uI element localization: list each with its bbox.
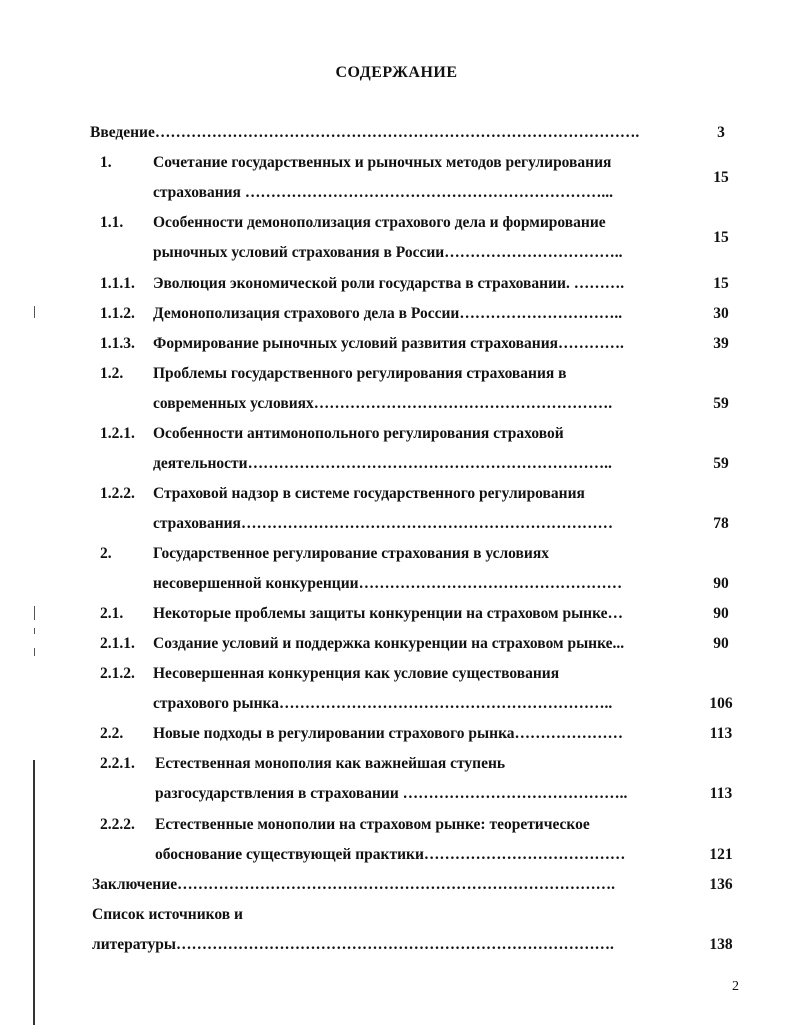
toc-entry-text: Новые подходы в регулировании страхового рынка………………… [153, 725, 624, 742]
toc-entry-number: 2. [100, 545, 112, 562]
toc-page-number: 90 [713, 635, 729, 652]
scan-artifact [34, 606, 35, 620]
toc-entry-text-continued: рыночных условий страхования в России…………………………….. [153, 244, 623, 261]
page-number-footer: 2 [732, 979, 739, 994]
toc-entry-text: Государственное регулирование страхования в условиях [153, 545, 549, 562]
toc-page-number: 136 [709, 876, 733, 893]
toc-entry-number: 1.1.2. [100, 305, 135, 322]
toc-entry-text: Несовершенная конкуренция как условие существования [153, 665, 560, 682]
toc-entry-number: 1.1.3. [100, 335, 135, 352]
toc-page-number: 15 [713, 275, 729, 292]
toc-entry-number: 2.1.2. [100, 665, 135, 682]
toc-entry-text-continued: обоснование существующей практики………………………………… [155, 846, 626, 863]
toc-entry-text: Некоторые проблемы защиты конкуренции на страховом рынке… [153, 605, 624, 622]
toc-page-number: 113 [709, 785, 733, 802]
toc-entry-text: Создание условий и поддержка конкуренции на страховом рынке... [153, 635, 625, 652]
toc-entry-text-continued: современных условиях…………………………………………………. [153, 395, 613, 412]
toc-entry-text: Естественные монополии на страховом рынке: теоретическое [155, 816, 590, 833]
toc-entry-number: 2.1. [100, 605, 124, 622]
scan-artifact [34, 306, 35, 318]
toc-page-number: 15 [713, 229, 729, 246]
toc-entry-number: 2.2.2. [100, 816, 135, 833]
toc-entry-text-continued: литературы…………………………………………………………………………. [92, 936, 614, 953]
toc-entry-text-continued: разгосударствления в страховании …………………………………….. [155, 785, 628, 802]
toc-page-number: 3 [717, 124, 725, 141]
toc-entry-number: 1. [100, 154, 112, 171]
toc-entry-number: 1.1.1. [100, 275, 135, 292]
toc-entry-text: Формирование рыночных условий развития страхования…………. [153, 335, 624, 352]
toc-page-number: 30 [713, 305, 729, 322]
toc-entry-text: Особенности демонополизация страхового дела и формирование [153, 214, 606, 231]
toc-page-number: 15 [713, 169, 729, 186]
toc-entry-text-continued: деятельности…………………………………………………………….. [153, 455, 612, 472]
toc-page-number: 121 [709, 846, 733, 863]
toc-entry-text-continued: страхования ……………………………………………………………... [153, 184, 613, 201]
toc-entry-text: Проблемы государственного регулирования страхования в [153, 365, 567, 382]
toc-entry-number: 2.1.1. [100, 635, 135, 652]
toc-entry-text: Демонополизация страхового дела в России………………………….. [153, 305, 623, 322]
toc-page-number: 138 [709, 936, 733, 953]
toc-entry-number: 2.2. [100, 725, 124, 742]
toc-entry-text: Сочетание государственных и рыночных методов регулирования [153, 154, 612, 171]
toc-page-number: 90 [713, 605, 729, 622]
toc-page-number: 113 [709, 725, 733, 742]
toc-entry-number: 1.2.1. [100, 425, 135, 442]
toc-entry-text-continued: страхования……………………………………………………………… [153, 515, 613, 532]
toc-entry-text-continued: несовершенной конкуренции…………………………………………… [153, 575, 623, 592]
toc-entry-text: Эволюция экономической роли государства в страховании. ………. [153, 275, 625, 292]
toc-entry-text: Особенности антимонопольного регулирования страховой [153, 425, 564, 442]
toc-entry-number: 2.2.1. [100, 755, 135, 772]
toc-page-number: 90 [713, 575, 729, 592]
toc-entry-number: 1.1. [100, 214, 124, 231]
toc-entry-number: 1.2. [100, 365, 124, 382]
toc-page-number: 59 [713, 395, 729, 412]
toc-entry-text-continued: страхового рынка……………………………………………………….. [153, 695, 613, 712]
scan-artifact [34, 628, 35, 634]
toc-page-number: 78 [713, 515, 729, 532]
toc-entry-text: Страховой надзор в системе государственного регулирования [153, 485, 585, 502]
toc-page-number: 59 [713, 455, 729, 472]
toc-entry-text: Заключение…………………………………………………………………………. [92, 876, 616, 893]
toc-entry-text: Введение…………………………………………………………………………………. [90, 124, 640, 141]
toc-page-number: 39 [713, 335, 729, 352]
scan-artifact [34, 648, 35, 656]
toc-page-number: 106 [709, 695, 733, 712]
scan-artifact [33, 760, 35, 1025]
toc-entry-number: 1.2.2. [100, 485, 135, 502]
toc-entry-text: Список источников и [92, 906, 243, 923]
toc-entry-text: Естественная монополия как важнейшая ступень [155, 755, 506, 772]
page-title: СОДЕРЖАНИЕ [335, 64, 458, 81]
